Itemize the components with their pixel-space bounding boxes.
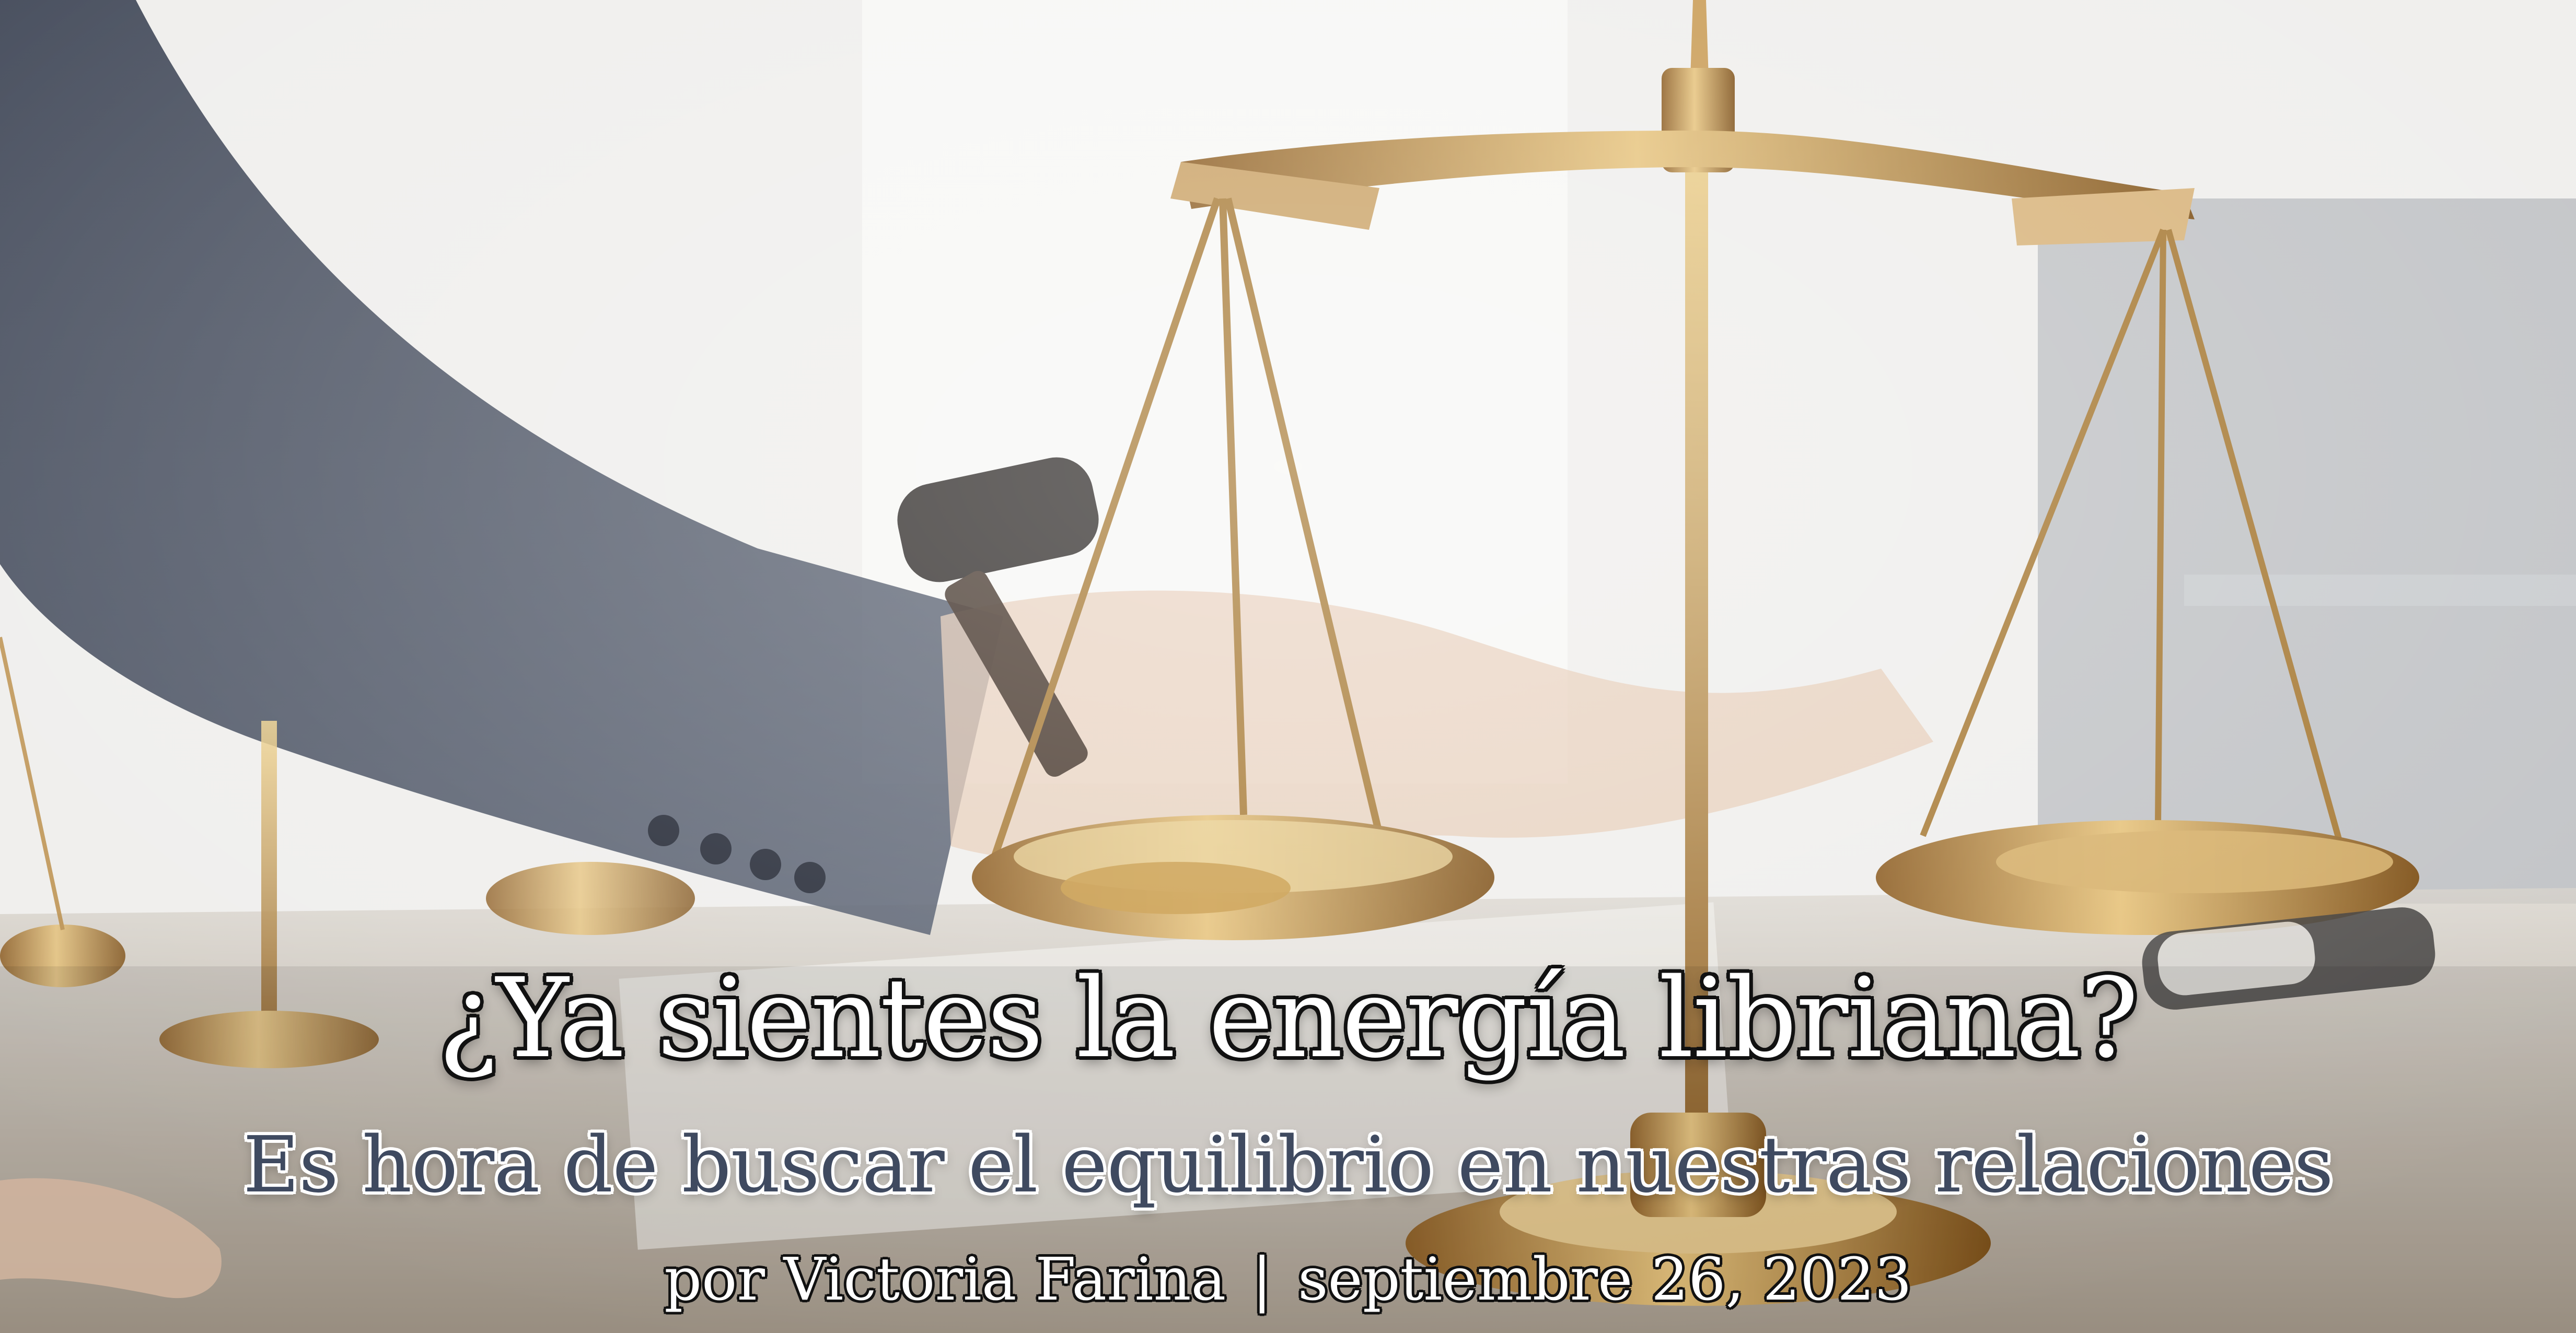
byline-separator: | [1252, 1246, 1272, 1314]
subheadline: Es hora de buscar el equilibrio en nuestras relaciones [242, 1120, 2334, 1210]
headline: ¿Ya sientes la energía libriana? [438, 954, 2138, 1082]
byline [0, 1243, 2576, 1316]
author: por Victoria Farina [664, 1246, 1226, 1314]
publish-date: septiembre 26, 2023 [1298, 1246, 1912, 1314]
